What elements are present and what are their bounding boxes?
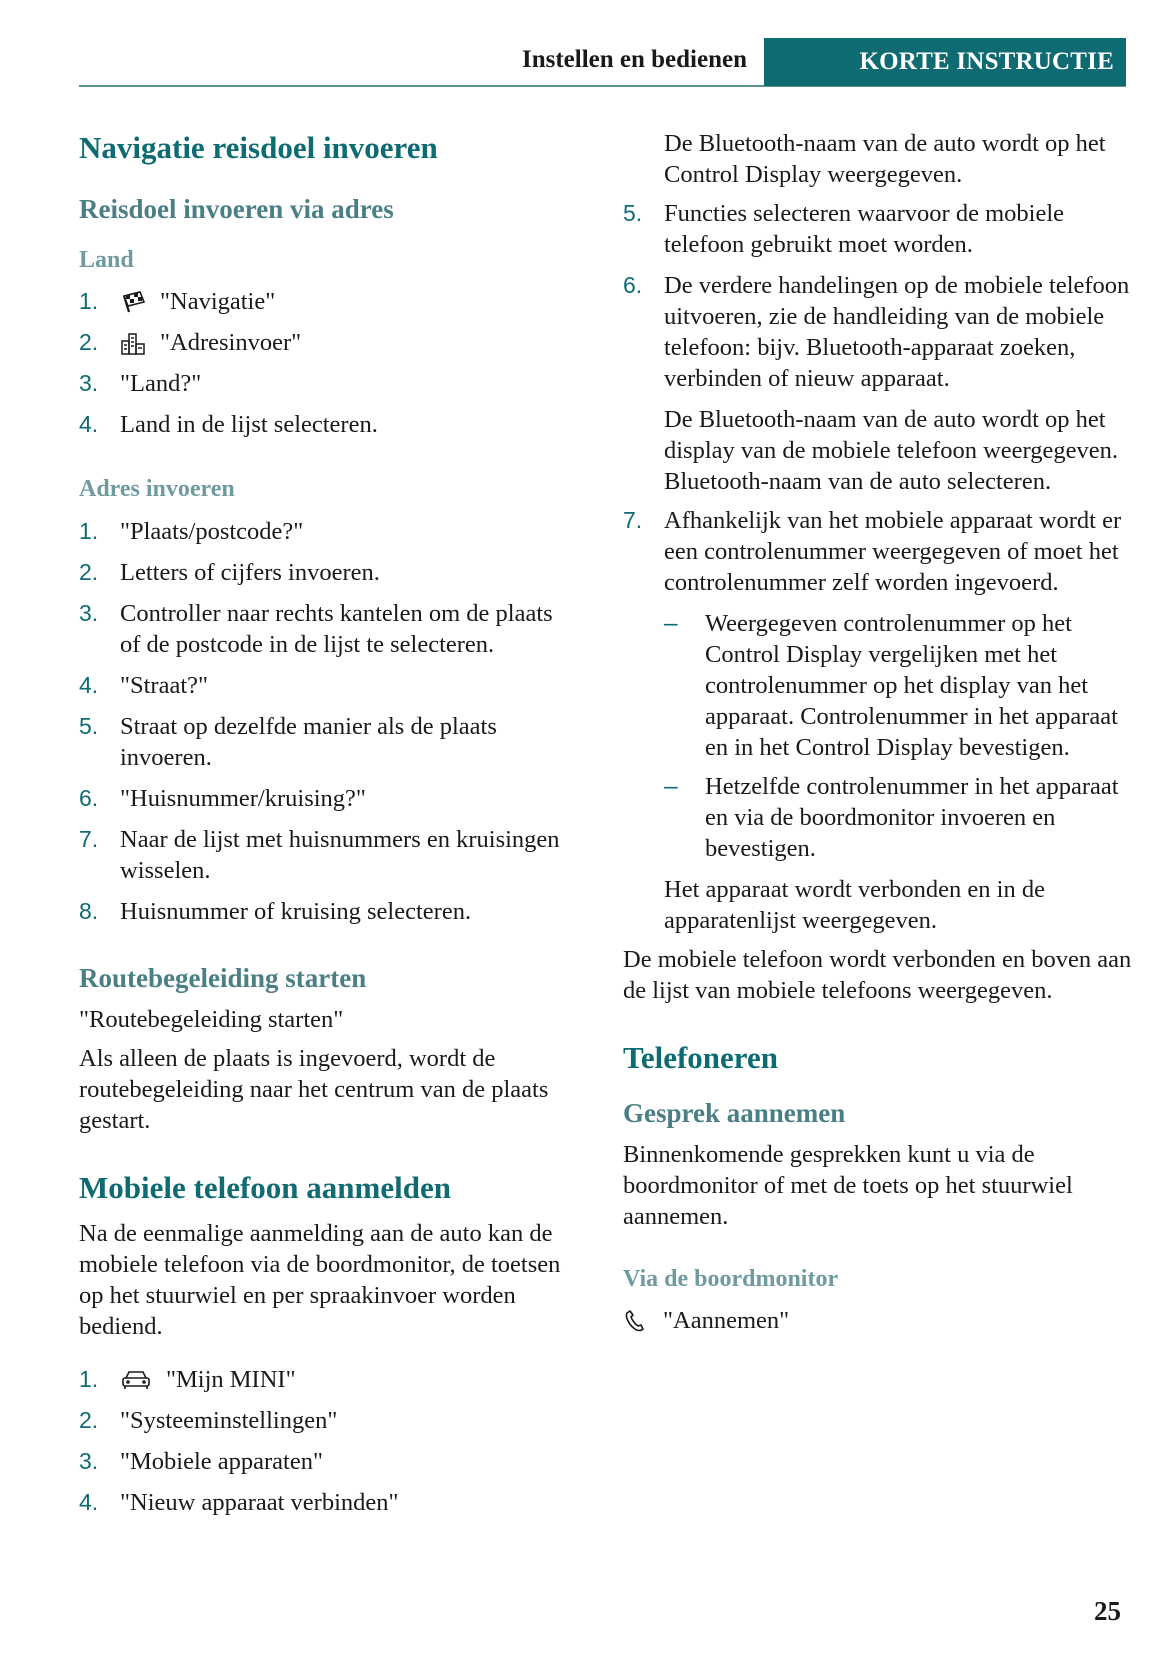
page-number: 25 [1094, 1596, 1121, 1626]
address-heading: Reisdoel invoeren via adres [79, 193, 394, 224]
step-number: 8. [79, 897, 99, 924]
step-number: 1. [79, 517, 99, 544]
step-text: "Nieuw apparaat verbinden" [120, 1488, 399, 1516]
step-text: Controller naar rechts kantelen om de plaats of de postcode in de lijst te selecteren. [120, 599, 553, 658]
dash-bullet: – [664, 773, 678, 800]
step-number: 4. [79, 411, 99, 438]
list-item [79, 824, 569, 886]
gesprek-heading: Gesprek aannemen [623, 1097, 846, 1128]
step-text: Functies selecteren waarvoor de mobiele telefoon gebruikt moet worden. [664, 200, 1065, 258]
step-number: 6. [623, 272, 643, 298]
adres-steps [79, 516, 569, 927]
step-number: 3. [79, 370, 99, 397]
step-number: 3. [79, 1447, 99, 1474]
gesprek-text: Binnenkomende gesprekken kunt u via de boordmonitor of met de toets op het stuurwiel aannemen. [623, 1140, 1073, 1230]
buildings-icon [120, 331, 146, 355]
step-number: 2. [79, 329, 99, 356]
phone-intro: Na de eenmalige aanmelding aan de auto kan de mobiele telefoon via de boordmonitor, de toetsen op het stuurwiel en per spraakinvoer worden bediend. [79, 1219, 561, 1340]
step-number: 2. [79, 558, 99, 585]
step-number: 1. [79, 288, 99, 315]
list-item [79, 1364, 569, 1395]
list-item [623, 270, 1133, 394]
list-item [79, 1405, 569, 1436]
step7-note: Het apparaat wordt verbonden en in de apparatenlijst weergegeven. [664, 876, 1045, 934]
step-text: De verdere handelingen op de mobiele telefoon uitvoeren, zie de handleiding van de mobiele telefoon: bijv. Bluetooth-apparaat zoeken, verbinden of nieuw apparaat. [664, 272, 1130, 392]
land-heading: Land [79, 246, 134, 273]
phone-heading: Mobiele telefoon aanmelden [79, 1169, 451, 1205]
right-column [623, 128, 1133, 1344]
step-number: 6. [79, 784, 99, 811]
option-item [664, 771, 1133, 864]
step-text: "Adresinvoer" [160, 329, 302, 357]
right-steps [623, 198, 1133, 394]
list-item [79, 896, 569, 927]
step-text: "Land?" [120, 370, 202, 398]
phone-steps [79, 1364, 569, 1518]
list-item [79, 670, 569, 701]
adres-heading: Adres invoeren [79, 476, 235, 503]
step-text: "Mobiele apparaten" [120, 1447, 323, 1475]
step-text: "Plaats/postcode?" [120, 517, 304, 545]
step-number: 3. [79, 599, 99, 626]
step-text: Afhankelijk van het mobiele apparaat wordt er een controlenummer weergegeven of moet het controlenummer zelf worden ingevoerd. [664, 507, 1122, 596]
action-text: "Aannemen" [663, 1307, 790, 1335]
dash-bullet: – [664, 610, 678, 637]
list-item [79, 516, 569, 547]
list-item [623, 198, 1133, 260]
step-text: "Systeeminstellingen" [120, 1406, 338, 1434]
step-number: 5. [623, 200, 643, 226]
list-item [623, 505, 1133, 598]
car-icon [120, 1367, 152, 1391]
step7-list [623, 505, 1133, 598]
step-text: Straat op dezelfde manier als de plaats invoeren. [120, 712, 497, 771]
via-heading: Via de boordmonitor [623, 1265, 839, 1292]
telefoneren-heading: Telefoneren [623, 1040, 778, 1075]
land-steps [79, 286, 569, 440]
step-text: "Huisnummer/kruising?" [120, 784, 366, 812]
answer-action [623, 1305, 1133, 1336]
option-text: Weergegeven controlenummer op het Control Display vergelijken met het controlenummer op het display van het apparaat. Controlenummer in het apparaat en in het Control Display bevestigen. [705, 610, 1118, 761]
header-section-title: Instellen en bedienen [521, 46, 747, 73]
list-item [79, 1487, 569, 1518]
phone-handset-icon [623, 1309, 649, 1333]
nav-heading: Navigatie reisdoel invoeren [79, 130, 438, 165]
route-text: Als alleen de plaats is ingevoerd, wordt de routebegeleiding naar het centrum van de plaats gestart. [79, 1044, 549, 1134]
step-number: 7. [79, 825, 99, 852]
step-number: 2. [79, 1406, 99, 1433]
step-text: Naar de lijst met huisnummers en kruisingen wisselen. [120, 825, 560, 884]
route-command: "Routebegeleiding starten" [79, 1005, 344, 1033]
step-number: 5. [79, 712, 99, 739]
step7-options [623, 608, 1133, 864]
list-item [79, 368, 569, 399]
option-text: Hetzelfde controlenummer in het apparaat en via de boordmonitor invoeren en bevestigen. [705, 773, 1119, 862]
step6-note: De Bluetooth-naam van de auto wordt op het display van de mobiele telefoon weergegeven. Bluetooth-naam van de auto selecteren. [664, 406, 1118, 495]
header-chapter-label: KORTE INSTRUCTIE [859, 48, 1114, 75]
step-number: 4. [79, 1488, 99, 1515]
continued-note: De Bluetooth-naam van de auto wordt op het Control Display weergegeven. [664, 130, 1106, 188]
left-column [79, 130, 569, 1528]
option-item [664, 608, 1133, 763]
step-text: "Mijn MINI" [166, 1365, 296, 1393]
checkered-flag-icon [120, 290, 146, 314]
step-text: Letters of cijfers invoeren. [120, 558, 380, 586]
list-item [79, 286, 569, 317]
step-number: 7. [623, 507, 643, 533]
header-chapter-bar [764, 38, 1126, 86]
list-item [79, 327, 569, 358]
step-text: "Navigatie" [160, 288, 276, 316]
step-number: 4. [79, 671, 99, 698]
step-text: Land in de lijst selecteren. [120, 411, 378, 439]
step-text: Huisnummer of kruising selecteren. [120, 897, 472, 925]
list-item [79, 711, 569, 773]
result-text: De mobiele telefoon wordt verbonden en boven aan de lijst van mobiele telefoons weergegeven. [623, 946, 1132, 1004]
list-item [79, 409, 569, 440]
list-item [79, 557, 569, 588]
list-item [79, 598, 569, 660]
route-heading: Routebegeleiding starten [79, 962, 367, 993]
list-item [79, 783, 569, 814]
step-number: 1. [79, 1365, 99, 1392]
list-item [79, 1446, 569, 1477]
step-text: "Straat?" [120, 671, 209, 699]
